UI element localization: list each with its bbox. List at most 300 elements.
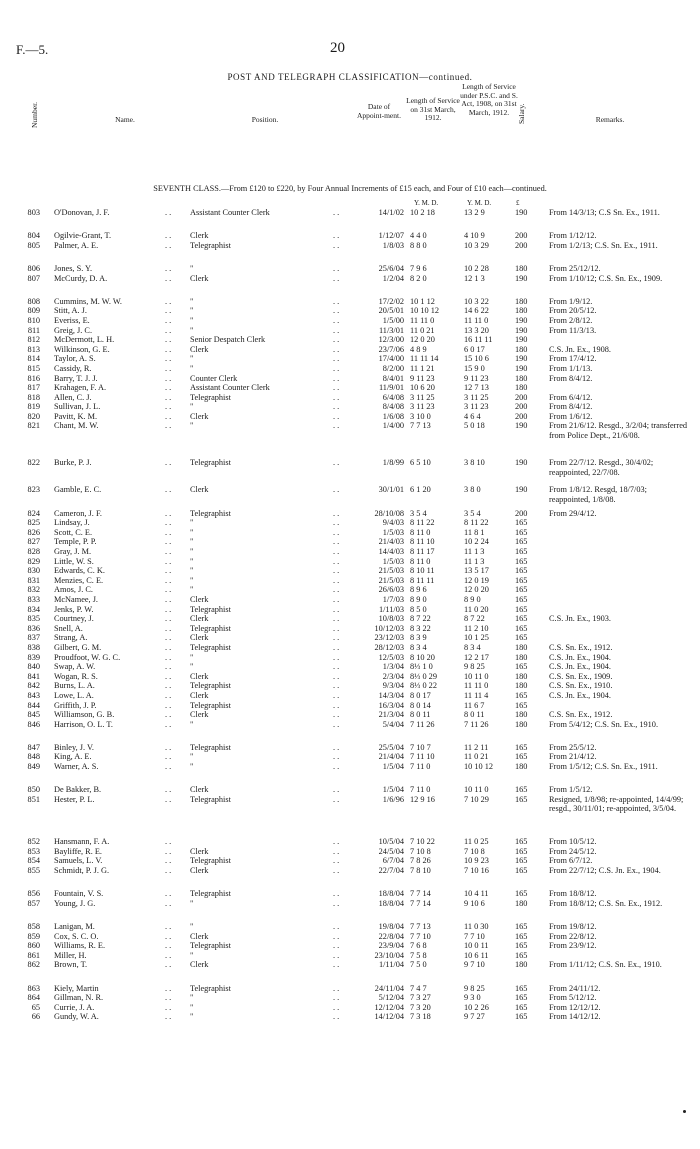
- row-remarks: From 21/6/12. Resgd., 3/2/04; transferred from Police Dept., 21/6/08.: [549, 421, 688, 441]
- row-remarks: From 5/12/12.: [549, 993, 597, 1003]
- row-name: Schmidt, P. J. G.: [54, 866, 110, 876]
- row-date-appointed: 1/5/04: [382, 785, 404, 795]
- table-row: [0, 509, 700, 519]
- row-salary: 165: [515, 556, 528, 566]
- table-row: [0, 691, 700, 701]
- row-remarks: From 24/11/12.: [549, 983, 601, 993]
- row-remarks: From 19/8/12.: [549, 922, 597, 931]
- row-number: 841: [27, 671, 40, 681]
- row-date-appointed: 6/4/08: [382, 392, 404, 402]
- row-remarks: C.S. Jn. Ex., 1903.: [549, 614, 612, 624]
- row-leader-dots: . .: [165, 671, 172, 681]
- row-remarks: From 17/4/12.: [549, 354, 597, 364]
- row-date-appointed: 1/7/03: [382, 594, 404, 604]
- row-remarks: C.S. Sn. Ex., 1912.: [549, 710, 613, 720]
- row-position: ": [190, 566, 194, 576]
- row-length-service: 7 8 26: [410, 856, 431, 866]
- row-length-service: 8 10 11: [410, 566, 435, 576]
- row-number: 846: [27, 719, 40, 729]
- row-date-appointed: 21/3/04: [378, 710, 404, 720]
- row-length-psc: 8 9 0: [464, 594, 481, 604]
- row-leader-dots: . .: [165, 231, 172, 241]
- row-salary: 165: [515, 623, 528, 633]
- row-name: Krahagen, F. A.: [54, 383, 107, 393]
- row-number: 822: [27, 458, 40, 468]
- row-date-appointed: 25/6/04: [378, 263, 404, 273]
- row-length-service: 12 9 16: [410, 794, 435, 804]
- row-remarks: From 8/4/12.: [549, 373, 593, 383]
- row-leader-dots: . .: [333, 263, 340, 273]
- row-name: Jones, S. Y.: [54, 263, 93, 273]
- row-length-psc: 8 11 22: [464, 518, 489, 528]
- row-position: Clerk: [190, 931, 209, 941]
- row-length-service: 7 5 8: [410, 950, 427, 960]
- row-position: ": [190, 306, 194, 316]
- row-length-psc: 4 10 9: [464, 231, 485, 241]
- row-position: Clerk: [190, 231, 209, 241]
- row-leader-dots: . .: [333, 373, 340, 383]
- row-leader-dots: . .: [165, 485, 172, 495]
- table-row: [0, 743, 700, 753]
- row-position: ": [190, 950, 194, 960]
- row-length-service: 7 5 0: [410, 960, 427, 970]
- row-leader-dots: . .: [165, 710, 172, 720]
- table-row: [0, 274, 700, 293]
- row-date-appointed: 2/3/04: [382, 671, 404, 681]
- row-date-appointed: 22/7/04: [378, 866, 404, 876]
- row-length-service: 11 11 14: [410, 354, 439, 364]
- row-length-service: 8 11 22: [410, 518, 435, 528]
- row-salary: 200: [515, 402, 528, 412]
- row-leader-dots: . .: [333, 585, 340, 595]
- row-leader-dots: . .: [165, 383, 172, 393]
- row-leader-dots: . .: [165, 306, 172, 316]
- row-remarks: From 11/3/13.: [549, 325, 597, 335]
- row-position: ": [190, 354, 194, 364]
- row-date-appointed: 1/2/04: [382, 273, 404, 283]
- row-salary: 180: [515, 652, 528, 662]
- row-name: Swap, A. W.: [54, 662, 96, 672]
- row-remarks: From 2/8/12.: [549, 315, 593, 325]
- table-row: [0, 393, 700, 403]
- row-length-psc: 16 11 11: [464, 335, 493, 345]
- row-number: 839: [27, 652, 40, 662]
- row-number: 853: [27, 846, 40, 856]
- row-length-psc: 3 11 23: [464, 402, 489, 412]
- row-remarks: From 22/7/12; C.S. Jn. Ex., 1904.: [549, 866, 661, 876]
- row-salary: 165: [515, 922, 528, 931]
- row-leader-dots: . .: [333, 642, 340, 652]
- table-row: [0, 856, 700, 866]
- row-date-appointed: 1/5/00: [382, 315, 404, 325]
- row-name: Edwards, C. K.: [54, 566, 105, 576]
- row-length-psc: 9 7 27: [464, 1012, 485, 1022]
- row-length-service: 8 5 0: [410, 604, 427, 614]
- row-name: Bayliffe, R. E.: [54, 846, 103, 856]
- row-leader-dots: . .: [333, 846, 340, 856]
- row-salary: 165: [515, 566, 528, 576]
- row-length-psc: 8 0 11: [464, 710, 485, 720]
- row-leader-dots: . .: [333, 889, 340, 899]
- row-remarks: From 1/9/12.: [549, 296, 593, 306]
- row-leader-dots: . .: [165, 604, 172, 614]
- row-date-appointed: 16/3/04: [378, 700, 404, 710]
- row-name: Gundy, W. A.: [54, 1012, 99, 1022]
- row-number: 813: [27, 344, 40, 354]
- row-name: Young, J. G.: [54, 898, 96, 908]
- row-length-psc: 12 0 19: [464, 575, 489, 585]
- row-leader-dots: . .: [165, 889, 172, 899]
- row-length-psc: 15 9 0: [464, 363, 485, 373]
- row-number: 824: [27, 508, 40, 518]
- table-row: [0, 1003, 700, 1013]
- row-name: Gilbert, G. M.: [54, 642, 102, 652]
- table-row: [0, 585, 700, 595]
- row-leader-dots: . .: [165, 411, 172, 421]
- table-row: [0, 297, 700, 307]
- row-number: 815: [27, 363, 40, 373]
- page-number: 20: [330, 40, 345, 56]
- row-leader-dots: . .: [333, 983, 340, 993]
- table-row: [0, 960, 700, 979]
- row-leader-dots: . .: [333, 652, 340, 662]
- row-length-psc: 11 6 7: [464, 700, 485, 710]
- row-number: 862: [27, 960, 40, 970]
- row-position: Assistant Counter Clerk: [190, 383, 270, 393]
- row-salary: 165: [515, 1002, 528, 1012]
- table-row: [0, 231, 700, 241]
- table-row: [0, 374, 700, 384]
- row-leader-dots: . .: [333, 931, 340, 941]
- row-length-service: 7 3 20: [410, 1002, 431, 1012]
- row-number: 858: [27, 922, 40, 931]
- row-leader-dots: . .: [165, 614, 172, 624]
- row-length-service: 7 4 7: [410, 983, 427, 993]
- row-number: 851: [27, 794, 40, 804]
- row-date-appointed: 17/2/02: [378, 296, 404, 306]
- row-name: Everiss, E.: [54, 315, 90, 325]
- row-leader-dots: . .: [333, 566, 340, 576]
- row-number: 66: [31, 1012, 40, 1022]
- row-name: Temple, P. P.: [54, 537, 97, 547]
- row-date-appointed: 30/1/01: [378, 485, 404, 495]
- column-header-position: Position.: [251, 115, 279, 124]
- row-name: Gillman, N. R.: [54, 993, 104, 1003]
- row-leader-dots: . .: [165, 315, 172, 325]
- row-salary: 165: [515, 585, 528, 595]
- row-leader-dots: . .: [333, 354, 340, 364]
- row-remarks: From 14/12/12.: [549, 1012, 601, 1022]
- row-length-service: 8 8 0: [410, 240, 427, 250]
- column-header-remarks: Remarks.: [595, 115, 625, 124]
- row-length-psc: 5 0 18: [464, 421, 485, 431]
- row-position: Telegraphist: [190, 642, 231, 652]
- row-position: ": [190, 527, 194, 537]
- row-leader-dots: . .: [165, 575, 172, 585]
- row-salary: 180: [515, 296, 528, 306]
- row-date-appointed: 14/4/03: [378, 547, 404, 557]
- row-salary: 190: [515, 208, 528, 217]
- row-date-appointed: 28/12/03: [374, 642, 404, 652]
- row-length-psc: 11 0 20: [464, 604, 489, 614]
- row-leader-dots: . .: [333, 537, 340, 547]
- row-leader-dots: . .: [165, 335, 172, 345]
- row-remarks: From 24/5/12.: [549, 846, 597, 856]
- row-name: Lindsay, J.: [54, 518, 90, 528]
- row-number: 844: [27, 700, 40, 710]
- row-length-service: 7 10 7: [410, 742, 431, 752]
- row-length-service: 8⅓ 0 22: [410, 681, 437, 691]
- row-date-appointed: 20/5/01: [378, 306, 404, 316]
- row-salary: 165: [515, 950, 528, 960]
- row-number: 808: [27, 296, 40, 306]
- row-length-service: 8⅓ 0 29: [410, 671, 437, 681]
- row-number: 65: [31, 1002, 40, 1012]
- row-salary: 200: [515, 508, 528, 518]
- row-leader-dots: . .: [165, 402, 172, 412]
- row-leader-dots: . .: [165, 898, 172, 908]
- row-date-appointed: 28/10/08: [374, 508, 404, 518]
- table-row: [0, 710, 700, 720]
- row-leader-dots: . .: [333, 614, 340, 624]
- row-name: Strang, A.: [54, 633, 88, 643]
- row-number: 834: [27, 604, 40, 614]
- row-date-appointed: 23/10/04: [374, 950, 404, 960]
- row-remarks: From 29/4/12.: [549, 508, 597, 518]
- row-length-service: 8 9 0: [410, 594, 427, 604]
- table-row: [0, 576, 700, 586]
- row-length-service: 8 11 17: [410, 547, 435, 557]
- row-date-appointed: 1/5/03: [382, 527, 404, 537]
- table-row: [0, 681, 700, 691]
- row-number: 831: [27, 575, 40, 585]
- row-length-psc: 3 8 0: [464, 485, 481, 495]
- table-row: [0, 762, 700, 781]
- row-number: 806: [27, 263, 40, 273]
- row-remarks: From 1/5/12; C.S. Sn. Ex., 1911.: [549, 762, 658, 772]
- row-remarks: From 1/1/13.: [549, 363, 593, 373]
- row-leader-dots: . .: [333, 421, 340, 431]
- column-header-salary: Salary.: [517, 103, 526, 124]
- row-salary: 190: [515, 458, 528, 468]
- row-salary: 180: [515, 373, 528, 383]
- row-number: 809: [27, 306, 40, 316]
- row-number: 818: [27, 392, 40, 402]
- row-leader-dots: . .: [165, 547, 172, 557]
- row-salary: 165: [515, 690, 528, 700]
- row-length-psc: 6 0 17: [464, 344, 485, 354]
- row-salary: 165: [515, 837, 528, 847]
- row-number: 845: [27, 710, 40, 720]
- row-date-appointed: 17/4/00: [378, 354, 404, 364]
- row-number: 864: [27, 993, 40, 1003]
- row-position: ": [190, 363, 194, 373]
- row-salary: 165: [515, 547, 528, 557]
- row-leader-dots: . .: [333, 837, 340, 847]
- row-number: 807: [27, 273, 40, 283]
- row-number: 835: [27, 614, 40, 624]
- row-number: 829: [27, 556, 40, 566]
- row-leader-dots: . .: [165, 208, 172, 217]
- row-position: Telegraphist: [190, 458, 231, 468]
- row-length-service: 4 8 9: [410, 344, 427, 354]
- row-length-psc: 15 10 6: [464, 354, 489, 364]
- row-length-service: 7 3 18: [410, 1012, 431, 1022]
- row-length-psc: 11 8 1: [464, 527, 485, 537]
- row-remarks: From 23/9/12.: [549, 941, 597, 951]
- row-date-appointed: 1/5/03: [382, 556, 404, 566]
- row-leader-dots: . .: [333, 231, 340, 241]
- row-salary: 165: [515, 700, 528, 710]
- row-length-psc: 3 5 4: [464, 508, 481, 518]
- row-name: Cox, S. C. O.: [54, 931, 99, 941]
- table-row: [0, 364, 700, 374]
- row-leader-dots: . .: [165, 742, 172, 752]
- ink-dot: [683, 1110, 686, 1113]
- row-salary: 180: [515, 681, 528, 691]
- row-salary: 190: [515, 325, 528, 335]
- row-position: Clerk: [190, 273, 209, 283]
- form-reference: F.—5.: [16, 42, 49, 57]
- row-leader-dots: . .: [333, 993, 340, 1003]
- row-length-service: 7 3 27: [410, 993, 431, 1003]
- row-leader-dots: . .: [333, 752, 340, 762]
- row-name: Burke, P. J.: [54, 458, 92, 468]
- row-date-appointed: 1/11/03: [378, 604, 404, 614]
- row-number: 838: [27, 642, 40, 652]
- row-date-appointed: 21/5/03: [378, 575, 404, 585]
- row-leader-dots: . .: [165, 700, 172, 710]
- table-row: [0, 672, 700, 682]
- row-name: Hansmann, F. A.: [54, 837, 110, 847]
- row-name: Kiely, Martin: [54, 983, 99, 993]
- row-length-psc: 7 10 16: [464, 866, 489, 876]
- row-length-service: 3 5 4: [410, 508, 427, 518]
- row-position: ": [190, 556, 194, 566]
- row-leader-dots: . .: [333, 296, 340, 306]
- row-name: Proudfoot, W. G. C.: [54, 652, 121, 662]
- row-date-appointed: 11/3/01: [378, 325, 404, 335]
- row-leader-dots: . .: [333, 681, 340, 691]
- row-length-psc: 9 8 25: [464, 662, 485, 672]
- table-row: [0, 547, 700, 557]
- table-row: [0, 402, 700, 412]
- row-leader-dots: . .: [333, 898, 340, 908]
- row-length-service: 7 7 10: [410, 931, 431, 941]
- table-row: [0, 993, 700, 1003]
- row-length-psc: 4 6 4: [464, 411, 481, 421]
- row-name: Stitt, A. J.: [54, 306, 87, 316]
- row-salary: 165: [515, 931, 528, 941]
- row-salary: 165: [515, 537, 528, 547]
- row-name: De Bakker, B.: [54, 785, 102, 795]
- row-salary: 165: [515, 752, 528, 762]
- table-row: [0, 566, 700, 576]
- table-row: [0, 633, 700, 643]
- row-leader-dots: . .: [165, 960, 172, 970]
- row-length-psc: 10 9 23: [464, 856, 489, 866]
- row-number: 828: [27, 547, 40, 557]
- row-salary: 190: [515, 354, 528, 364]
- row-leader-dots: . .: [333, 547, 340, 557]
- row-date-appointed: 22/8/04: [378, 931, 404, 941]
- row-leader-dots: . .: [165, 1012, 172, 1022]
- row-number: 840: [27, 662, 40, 672]
- row-length-psc: 7 10 29: [464, 794, 489, 804]
- row-position: Clerk: [190, 411, 209, 421]
- row-name: Lanigan, M.: [54, 922, 95, 931]
- row-name: McDermott, L. H.: [54, 335, 115, 345]
- row-number: 842: [27, 681, 40, 691]
- row-leader-dots: . .: [165, 866, 172, 876]
- row-number: 830: [27, 566, 40, 576]
- row-name: Binley, J. V.: [54, 742, 94, 752]
- row-position: ": [190, 762, 194, 772]
- row-salary: 180: [515, 898, 528, 908]
- table-row: [0, 485, 700, 504]
- row-position: Telegraphist: [190, 983, 231, 993]
- row-leader-dots: . .: [333, 458, 340, 468]
- row-length-service: 8 7 22: [410, 614, 431, 624]
- row-leader-dots: . .: [333, 690, 340, 700]
- table-row: [0, 264, 700, 274]
- row-name: Scott, C. E.: [54, 527, 93, 537]
- row-leader-dots: . .: [165, 354, 172, 364]
- row-salary: 165: [515, 594, 528, 604]
- row-length-psc: 10 0 11: [464, 941, 489, 951]
- row-leader-dots: . .: [165, 993, 172, 1003]
- row-name: Little, W. S.: [54, 556, 94, 566]
- row-number: 863: [27, 983, 40, 993]
- row-date-appointed: 11/9/01: [378, 383, 404, 393]
- row-name: Hester, P. L.: [54, 794, 95, 804]
- row-length-service: 7 8 10: [410, 866, 431, 876]
- row-length-service: 7 11 0: [410, 762, 431, 772]
- row-leader-dots: . .: [165, 594, 172, 604]
- table-row: [0, 614, 700, 624]
- table-row: [0, 643, 700, 653]
- row-leader-dots: . .: [165, 344, 172, 354]
- row-number: 804: [27, 231, 40, 241]
- row-name: Taylor, A. S.: [54, 354, 96, 364]
- row-leader-dots: . .: [333, 762, 340, 772]
- table-row: [0, 795, 700, 833]
- row-remarks: From 25/12/12.: [549, 263, 601, 273]
- row-salary: 165: [515, 1012, 528, 1022]
- row-position: Telegraphist: [190, 794, 231, 804]
- row-length-service: 8 3 22: [410, 623, 431, 633]
- row-salary: 165: [515, 527, 528, 537]
- row-position: ": [190, 547, 194, 557]
- row-leader-dots: . .: [165, 642, 172, 652]
- row-salary: 165: [515, 575, 528, 585]
- row-length-psc: 11 11 0: [464, 681, 489, 691]
- row-salary: 190: [515, 335, 528, 345]
- table-row: [0, 335, 700, 345]
- row-leader-dots: . .: [333, 633, 340, 643]
- row-remarks: C.S. Jn. Ex., 1904.: [549, 690, 612, 700]
- row-salary: 180: [515, 719, 528, 729]
- row-leader-dots: . .: [333, 671, 340, 681]
- row-remarks: From 22/8/12.: [549, 931, 597, 941]
- row-number: 817: [27, 383, 40, 393]
- table-row: [0, 837, 700, 847]
- row-leader-dots: . .: [165, 633, 172, 643]
- row-salary: 180: [515, 710, 528, 720]
- row-number: 805: [27, 240, 40, 250]
- row-length-service: 7 7 13: [410, 421, 431, 431]
- column-header-length-service: Length of Service on 31st March, 1912.: [406, 96, 460, 122]
